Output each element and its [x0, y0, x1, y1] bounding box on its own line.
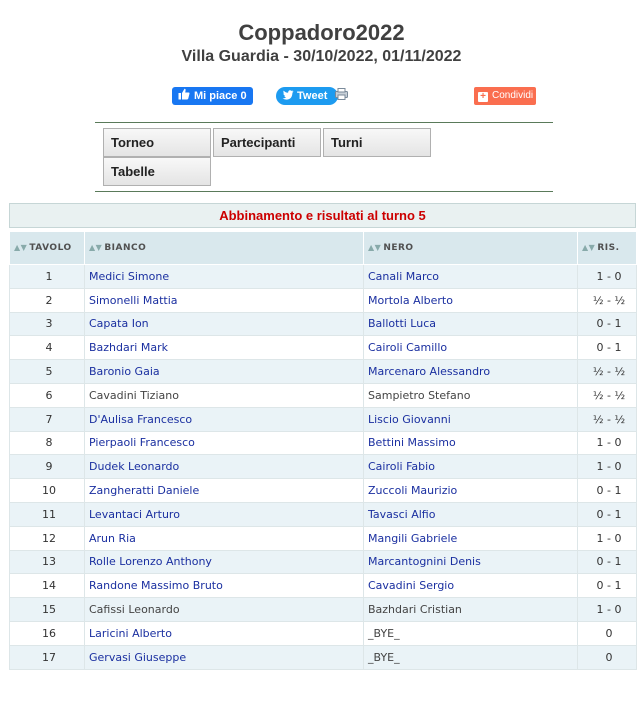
share-button[interactable]: [474, 87, 536, 105]
table-row: [10, 598, 637, 622]
tavolo-cell: 3: [10, 312, 85, 336]
bianco-cell: [85, 598, 364, 622]
page-title: Coppadoro2022: [238, 20, 405, 45]
tavolo-cell: 15: [10, 598, 85, 622]
bianco-cell: [85, 479, 364, 503]
result-cell: 1 - 0: [578, 431, 637, 455]
menu-bottom-divider: [95, 191, 553, 192]
nero-cell: [364, 336, 578, 360]
result-cell: 0 - 1: [578, 312, 637, 336]
col-header-nero[interactable]: [364, 232, 578, 265]
tavolo-cell: 10: [10, 479, 85, 503]
nero-cell: [364, 645, 578, 669]
menu-turni-button[interactable]: Turni: [323, 128, 431, 157]
result-cell: ½ - ½: [578, 360, 637, 384]
white-player-link[interactable]: Baronio Gaia: [89, 365, 160, 379]
tweet-button[interactable]: [276, 87, 338, 105]
black-player-link[interactable]: Bettini Massimo: [368, 436, 456, 450]
white-player-link[interactable]: Simonelli Mattia: [89, 293, 178, 307]
table-row: [10, 431, 637, 455]
pairings-table: [9, 231, 637, 670]
result-cell: 1 - 0: [578, 598, 637, 622]
result-cell: 1 - 0: [578, 455, 637, 479]
white-player-link[interactable]: Medici Simone: [89, 269, 170, 283]
tweet-label: Tweet: [297, 90, 328, 102]
result-cell: ½ - ½: [578, 383, 637, 407]
nero-cell: [364, 407, 578, 431]
sort-icon: ▲▼: [368, 243, 382, 252]
sort-icon: ▲▼: [14, 243, 28, 252]
white-player-link[interactable]: Cafissi Leonardo: [89, 603, 180, 617]
bianco-cell: [85, 360, 364, 384]
bianco-cell: [85, 383, 364, 407]
black-player-link[interactable]: Marcantognini Denis: [368, 555, 481, 569]
page-header: [0, 20, 643, 67]
bianco-cell: [85, 431, 364, 455]
nero-cell: [364, 455, 578, 479]
black-player-link[interactable]: Mortola Alberto: [368, 293, 453, 307]
bianco-cell: [85, 455, 364, 479]
white-player-link[interactable]: Dudek Leonardo: [89, 460, 180, 474]
white-player-link[interactable]: Pierpaoli Francesco: [89, 436, 195, 450]
nero-cell: [364, 360, 578, 384]
white-player-link[interactable]: Levantaci Arturo: [89, 507, 180, 521]
table-row: [10, 407, 637, 431]
white-player-link[interactable]: D'Aulisa Francesco: [89, 412, 193, 426]
table-header-row: [10, 232, 637, 265]
table-row: [10, 526, 637, 550]
nero-cell: [364, 312, 578, 336]
result-cell: 0 - 1: [578, 502, 637, 526]
print-icon[interactable]: [335, 88, 348, 100]
tavolo-cell: 17: [10, 645, 85, 669]
table-row: [10, 479, 637, 503]
bianco-cell: [85, 502, 364, 526]
black-player-link: _BYE_: [368, 626, 400, 640]
table-row: [10, 336, 637, 360]
tavolo-cell: 4: [10, 336, 85, 360]
result-cell: ½ - ½: [578, 407, 637, 431]
result-cell: 1 - 0: [578, 526, 637, 550]
menu-torneo-button[interactable]: Torneo: [103, 128, 211, 157]
twitter-bird-icon: [282, 89, 294, 101]
table-row: [10, 265, 637, 289]
col-header-tavolo[interactable]: [10, 232, 85, 265]
nero-cell: [364, 550, 578, 574]
result-cell: 0: [578, 645, 637, 669]
tavolo-cell: 5: [10, 360, 85, 384]
bianco-cell: [85, 336, 364, 360]
black-player-link[interactable]: Marcenaro Alessandro: [368, 365, 491, 379]
share-label: Condividi: [492, 90, 534, 101]
tavolo-cell: 2: [10, 288, 85, 312]
result-cell: 0 - 1: [578, 336, 637, 360]
table-row: [10, 645, 637, 669]
white-player-link[interactable]: Cavadini Tiziano: [89, 388, 179, 402]
col-header-label: BIANCO: [104, 243, 147, 253]
bianco-cell: [85, 288, 364, 312]
white-player-link[interactable]: Randone Massimo Bruto: [89, 579, 223, 593]
page-subtitle: Villa Guardia - 30/10/2022, 01/11/2022: [181, 48, 462, 65]
bianco-cell: [85, 312, 364, 336]
tavolo-cell: 11: [10, 502, 85, 526]
result-cell: 0 - 1: [578, 574, 637, 598]
black-player-link[interactable]: Zuccoli Maurizio: [368, 484, 458, 498]
tavolo-cell: 1: [10, 265, 85, 289]
nero-cell: [364, 288, 578, 312]
table-row: [10, 383, 637, 407]
table-row: [10, 455, 637, 479]
nero-cell: [364, 502, 578, 526]
black-player-link[interactable]: Tavasci Alfio: [368, 507, 436, 521]
white-player-link[interactable]: Rolle Lorenzo Anthony: [89, 555, 212, 569]
bianco-cell: [85, 621, 364, 645]
white-player-link[interactable]: Gervasi Giuseppe: [89, 650, 187, 664]
nero-cell: [364, 574, 578, 598]
black-player-link[interactable]: Cavadini Sergio: [368, 579, 455, 593]
result-cell: 1 - 0: [578, 265, 637, 289]
table-row: [10, 621, 637, 645]
tavolo-cell: 8: [10, 431, 85, 455]
tavolo-cell: 6: [10, 383, 85, 407]
table-row: [10, 288, 637, 312]
black-player-link[interactable]: Canali Marco: [368, 269, 440, 283]
facebook-like-label: Mi piace 0: [194, 90, 247, 102]
bianco-cell: [85, 407, 364, 431]
tavolo-cell: 16: [10, 621, 85, 645]
nero-cell: [364, 265, 578, 289]
table-caption: Abbinamento e risultati al turno 5: [9, 203, 636, 228]
white-player-link[interactable]: Laricini Alberto: [89, 626, 172, 640]
bianco-cell: [85, 574, 364, 598]
result-cell: 0 - 1: [578, 479, 637, 503]
tavolo-cell: 14: [10, 574, 85, 598]
nero-cell: [364, 431, 578, 455]
white-player-link[interactable]: Bazhdari Mark: [89, 341, 168, 355]
table-row: [10, 360, 637, 384]
black-player-link[interactable]: Ballotti Luca: [368, 317, 437, 331]
tavolo-cell: 12: [10, 526, 85, 550]
white-player-link[interactable]: Capata Ion: [89, 317, 149, 331]
bianco-cell: [85, 645, 364, 669]
menu-tabelle-button[interactable]: Tabelle: [103, 157, 211, 186]
nero-cell: [364, 479, 578, 503]
black-player-link[interactable]: Bazhdari Cristian: [368, 603, 462, 617]
black-player-link[interactable]: Cairoli Camillo: [368, 341, 448, 355]
table-row: [10, 312, 637, 336]
table-row: [10, 574, 637, 598]
table-row: [10, 502, 637, 526]
result-cell: 0: [578, 621, 637, 645]
col-header-bianco[interactable]: [85, 232, 364, 265]
black-player-link[interactable]: Sampietro Stefano: [368, 388, 471, 402]
col-header-label: RIS.: [597, 243, 620, 253]
nero-cell: [364, 526, 578, 550]
thumbs-up-icon: [178, 88, 190, 100]
tavolo-cell: 9: [10, 455, 85, 479]
white-player-link[interactable]: Zangheratti Daniele: [89, 484, 200, 498]
result-cell: ½ - ½: [578, 288, 637, 312]
nero-cell: [364, 383, 578, 407]
tavolo-cell: 7: [10, 407, 85, 431]
col-header-label: TAVOLO: [29, 243, 72, 253]
col-header-ris[interactable]: [578, 232, 637, 265]
black-player-link[interactable]: Cairoli Fabio: [368, 460, 435, 474]
menu-top-divider: [95, 122, 553, 123]
facebook-like-button[interactable]: [172, 87, 253, 105]
plus-icon: +: [478, 92, 488, 102]
nero-cell: [364, 598, 578, 622]
tavolo-cell: 13: [10, 550, 85, 574]
bianco-cell: [85, 526, 364, 550]
nero-cell: [364, 621, 578, 645]
col-header-label: NERO: [383, 243, 414, 253]
black-player-link[interactable]: Mangili Gabriele: [368, 531, 458, 545]
sort-icon: ▲▼: [89, 243, 103, 252]
sort-icon: ▲▼: [582, 243, 596, 252]
white-player-link[interactable]: Arun Ria: [89, 531, 136, 545]
bianco-cell: [85, 550, 364, 574]
result-cell: 0 - 1: [578, 550, 637, 574]
table-row: [10, 550, 637, 574]
bianco-cell: [85, 265, 364, 289]
black-player-link: _BYE_: [368, 650, 400, 664]
black-player-link[interactable]: Liscio Giovanni: [368, 412, 451, 426]
menu-partecipanti-button[interactable]: Partecipanti: [213, 128, 321, 157]
